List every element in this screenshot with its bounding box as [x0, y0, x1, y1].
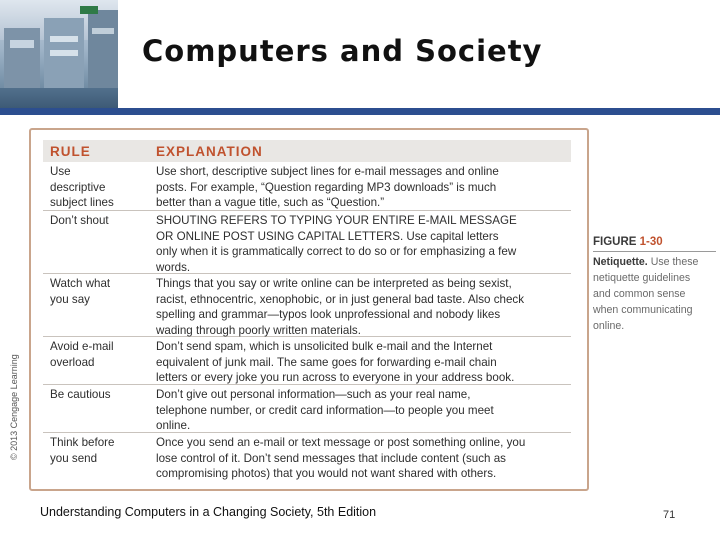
table-header [43, 140, 571, 162]
figure-label: FIGURE 1-30 [593, 236, 663, 248]
netiquette-table [43, 140, 571, 483]
rule-cell: Watch what you say [50, 277, 111, 306]
footer-text: Understanding Computers in a Changing Society, 5th Edition [40, 505, 377, 519]
header-photo [0, 0, 118, 108]
explanation-cell: Once you send an e-mail or text message or post something online, you lose control of it. Don’t send messages that include content (such as compromising photos) that you would not want shared with others. [156, 436, 526, 481]
table-row [43, 211, 571, 274]
slide-title: Computers and Society [142, 34, 543, 68]
title-underline [0, 108, 720, 115]
rule-cell: Use descriptive subject lines [50, 165, 114, 210]
table-row [43, 337, 571, 385]
rule-cell: Avoid e-mail overload [50, 340, 114, 369]
table-row [43, 433, 571, 483]
table-row [43, 385, 571, 433]
explanation-cell: Things that you say or write online can be interpreted as being sexist, racist, ethnocentric, xenophobic, or in just general bad taste. Also check spelling and grammar—typos look unprofessional and nobody likes wading through poorly written materials. [156, 277, 524, 337]
explanation-cell: Use short, descriptive subject lines for e-mail messages and online posts. For example, “Question regarding MP3 downloads” is much better than a vague title, such as “Question.” [156, 165, 499, 210]
table-row [43, 274, 571, 337]
header-explanation: EXPLANATION [156, 144, 263, 159]
explanation-cell: Don’t send spam, which is unsolicited bulk e-mail and the Internet equivalent of junk mail. The same goes for forwarding e-mail chain letters or every joke you run across to everyone in your address book. [156, 340, 515, 385]
header-rule: RULE [50, 144, 91, 159]
rule-cell: Think before you send [50, 436, 115, 465]
page-number: 71 [663, 509, 676, 521]
rule-cell: Don’t shout [50, 214, 109, 227]
figure-number: 1-30 [639, 236, 663, 248]
figure-divider [593, 251, 716, 252]
caption-title: Netiquette. [593, 256, 648, 268]
explanation-cell: SHOUTING REFERS TO TYPING YOUR ENTIRE E-MAIL MESSAGE OR ONLINE POST USING CAPITAL LETTERS. Use capital letters only when it is grammatically correct to do so or for emphasizing a few words. [156, 214, 517, 274]
figure-caption: Netiquette. Use these netiquette guidelines and common sense when communicating online. [593, 256, 699, 332]
explanation-cell: Don’t give out personal information—such as your real name, telephone number, or credit card information—to people you meet online. [156, 388, 494, 433]
table-row [43, 162, 571, 211]
copyright-notice: © 2013 Cengage Learning [9, 354, 19, 460]
rule-cell: Be cautious [50, 388, 111, 401]
